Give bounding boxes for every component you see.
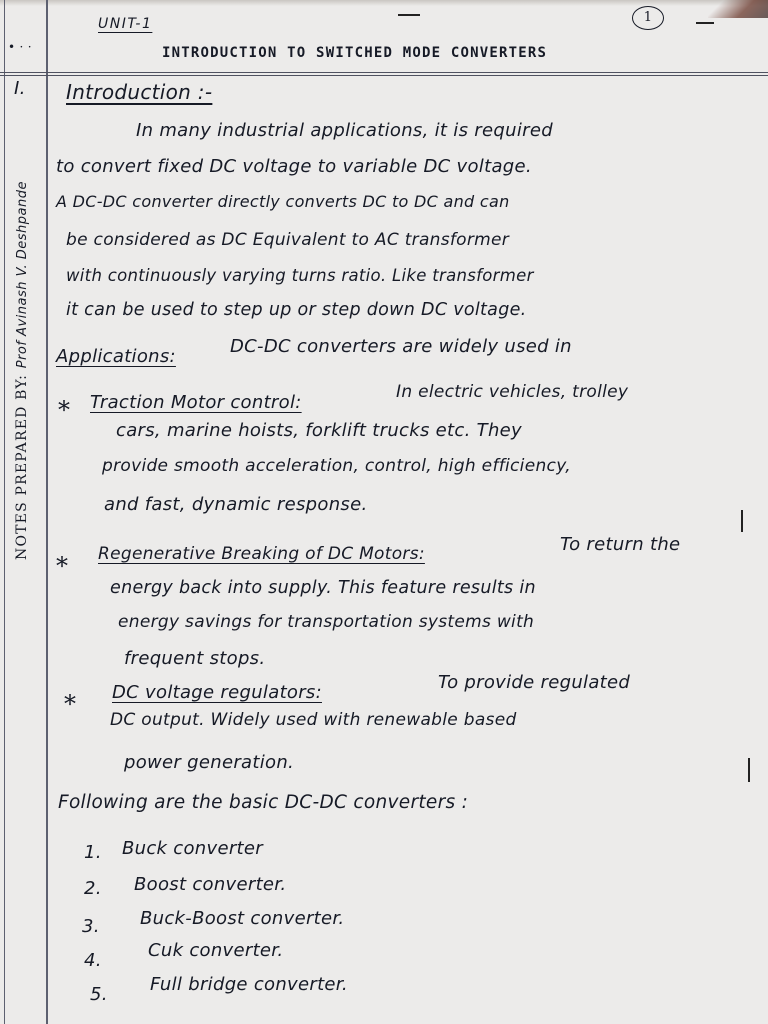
header-rule-bottom (0, 75, 768, 76)
intro-line-2: to convert fixed DC voltage to variable DC voltage. (56, 156, 532, 177)
side-note-author: Prof Avinash V. Deshpande (15, 180, 30, 369)
converter-num-4: 4. (84, 950, 102, 971)
intro-line-5: with continuously varying turns ratio. Like transformer (66, 266, 534, 285)
converter-label-5: Full bridge converter. (150, 974, 348, 995)
bullet-star: * (58, 396, 70, 424)
page-number: 1 (632, 6, 664, 30)
converter-num-5: 5. (90, 984, 108, 1005)
intro-line-4: be considered as DC Equivalent to AC transformer (66, 230, 510, 250)
item-1-line-2: cars, marine hoists, forklift trucks etc. They (116, 420, 522, 441)
bullet-star: * (64, 690, 76, 718)
item-1-line-4: and fast, dynamic response. (104, 494, 368, 515)
item-1-title: Traction Motor control: (90, 392, 302, 413)
section-number: I. (14, 78, 26, 99)
corner-stain (708, 0, 768, 18)
header-dash (398, 14, 420, 16)
applications-text: DC-DC converters are widely used in (230, 336, 572, 357)
item-3-line-1: To provide regulated (438, 672, 631, 693)
margin-line-outer (4, 0, 5, 1024)
page-title: INTRODUCTION TO SWITCHED MODE CONVERTERS (162, 45, 548, 61)
item-1-line-1: In electric vehicles, trolley (396, 382, 629, 402)
converter-label-2: Boost converter. (134, 874, 287, 895)
side-note (14, 181, 30, 560)
item-2-line-3: energy savings for transportation systems with (118, 612, 535, 632)
margin-line-inner (46, 0, 48, 1024)
section-heading: Introduction :- (66, 80, 213, 104)
header-dash-right (696, 22, 714, 24)
item-1-line-3: provide smooth acceleration, control, high efficiency, (102, 456, 571, 476)
side-note-label: NOTES PREPARED BY: (14, 373, 30, 560)
intro-line-1: In many industrial applications, it is required (136, 120, 553, 141)
converter-num-1: 1. (84, 842, 102, 863)
bullet-star: * (56, 552, 68, 580)
item-3-title: DC voltage regulators: (112, 682, 322, 703)
item-3-line-2: DC output. Widely used with renewable based (110, 710, 517, 730)
list-intro: Following are the basic DC-DC converters : (58, 792, 469, 813)
intro-line-6: it can be used to step up or step down DC voltage. (66, 300, 527, 320)
intro-line-3: A DC-DC converter directly converts DC to DC and can (56, 192, 510, 211)
margin-dots: • · · (8, 40, 32, 54)
converter-label-1: Buck converter (122, 838, 263, 859)
margin-tick-1 (741, 510, 743, 532)
item-2-title: Regenerative Breaking of DC Motors: (98, 544, 425, 564)
item-2-line-2: energy back into supply. This feature results in (110, 578, 536, 598)
applications-label: Applications: (56, 346, 176, 367)
converter-num-3: 3. (82, 916, 100, 937)
header-rule-top (0, 72, 768, 73)
item-2-line-1: To return the (560, 534, 681, 555)
unit-label: UNIT-1 (98, 16, 153, 32)
item-3-line-3: power generation. (124, 752, 295, 773)
converter-label-3: Buck-Boost converter. (140, 908, 345, 929)
item-2-line-4: frequent stops. (124, 648, 266, 669)
page-top-edge (0, 0, 768, 6)
converter-num-2: 2. (84, 878, 102, 899)
margin-tick-2 (748, 758, 750, 782)
converter-label-4: Cuk converter. (148, 940, 284, 961)
